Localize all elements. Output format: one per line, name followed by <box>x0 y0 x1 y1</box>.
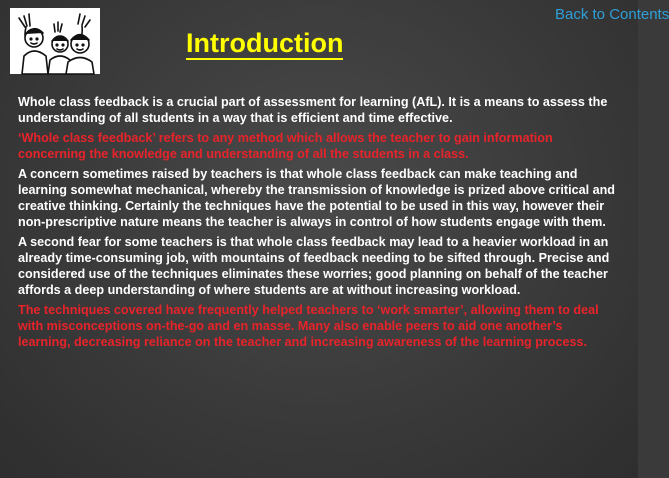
paragraph-whole-class-feedback-meaning: ‘Whole class feedback’ refers to any method which allows the teacher to gain information concerning the knowledge and understanding of all the students in a class. <box>18 131 553 161</box>
page-title: Introduction <box>186 28 344 58</box>
slide-content <box>18 94 616 354</box>
paragraph-workload-fear: A second fear for some teachers is that whole class feedback may lead to a heavier workload in an already time-consuming job, with mountains of feedback needing to be sifted through. Precise and considered use of the techniques eliminates these worries; good planning on behalf of the teacher affords a deep understanding of where students are at without increasing workload. <box>18 235 610 297</box>
paragraph-afl-definition: Whole class feedback is a crucial part of assessment for learning (AfL). It is a means to assess the understanding of all students in a way that is efficient and time effective. <box>18 95 608 125</box>
back-to-contents-link[interactable]: Back to Contents <box>555 6 669 23</box>
paragraph-work-smarter: The techniques covered have frequently helped teachers to ‘work smarter’, allowing them to deal with misconceptions on-the-go and en masse. Many also enable peers to aid one another’s learning, decreasing reliance on the teacher and increasing awareness of the learning process. <box>18 303 599 349</box>
paragraph-concern-mechanical: A concern sometimes raised by teachers is that whole class feedback can make teaching and learning somewhat mechanical, whereby the transmission of knowledge is prized above critical and creative thinking. Certainly the techniques have the potential to be used in this way, however their non-prescriptive nature means the teacher is always in control of how students engage with them. <box>18 167 615 229</box>
children-hands-raised-cartoon-icon <box>10 8 100 74</box>
